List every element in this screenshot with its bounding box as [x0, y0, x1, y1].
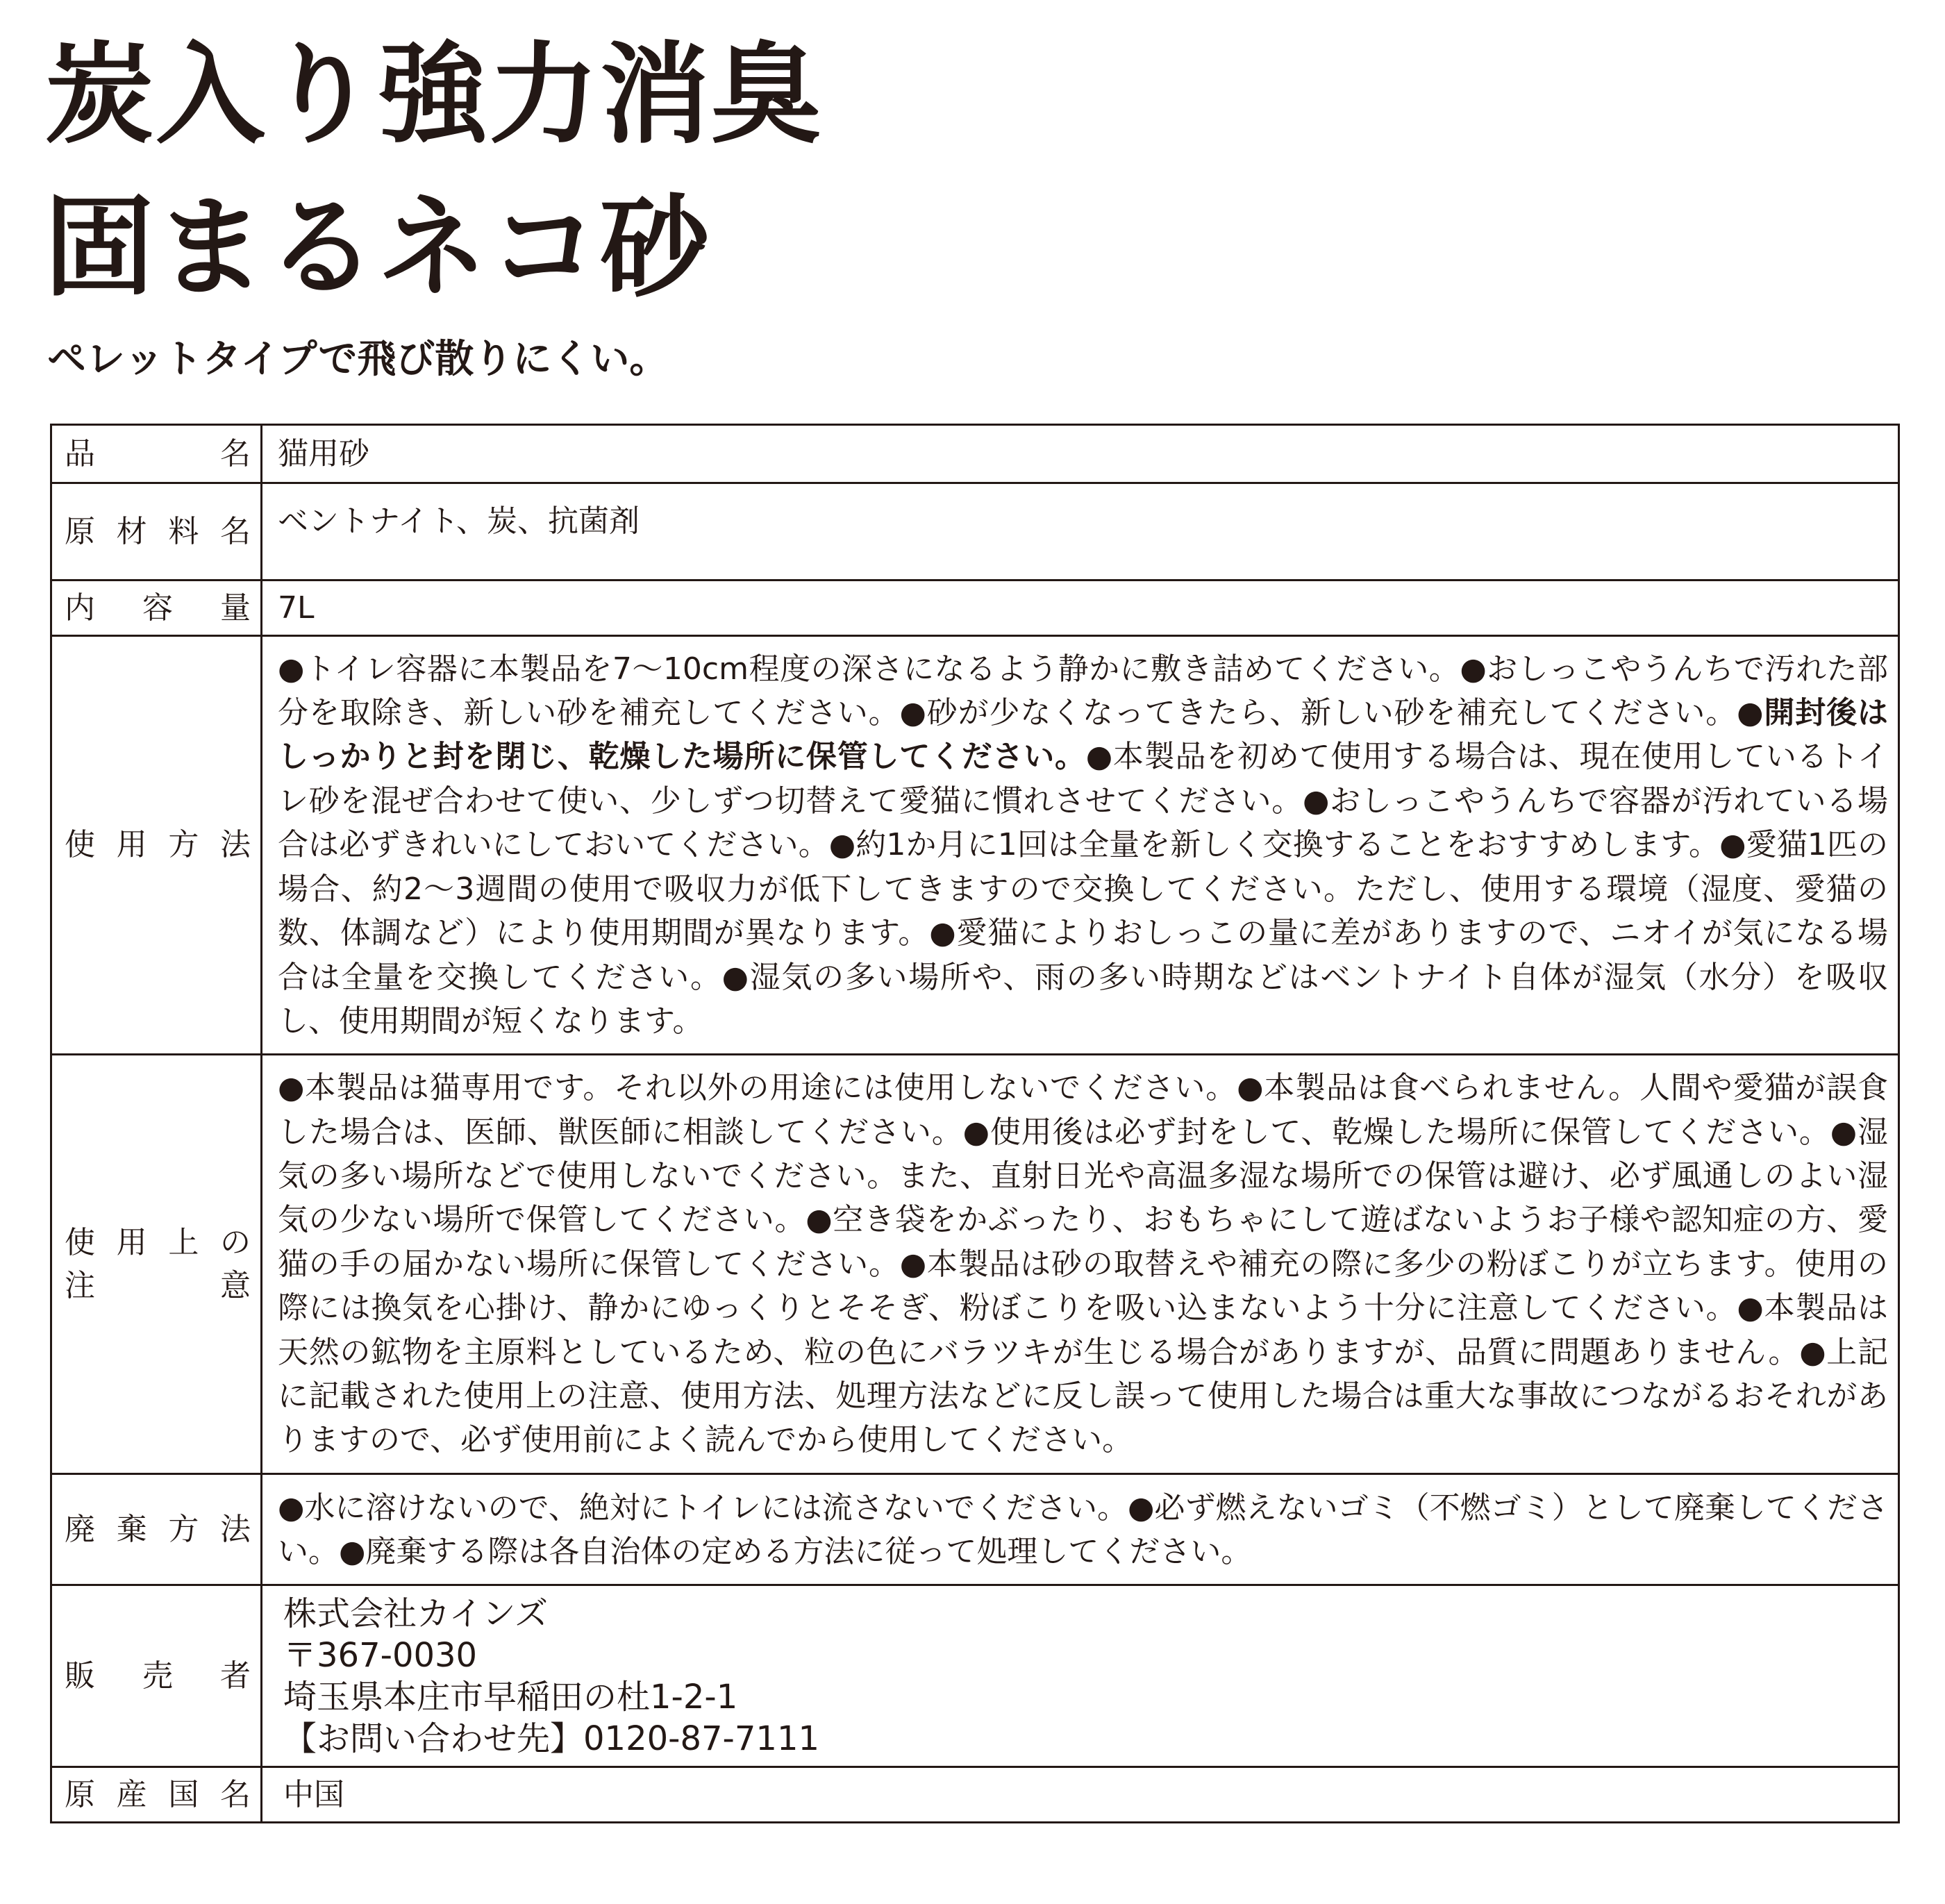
spec-row-seller [51, 1585, 1899, 1767]
spec-label-disposal: 廃棄方法 [51, 1474, 262, 1585]
spec-value-volume: 7L [262, 581, 1899, 636]
spec-label-precautions [51, 1055, 262, 1474]
spec-row-origin [51, 1767, 1899, 1823]
spec-label-precautions-line-2: 注意 [65, 1267, 252, 1303]
spec-value-precautions: ●本製品は猫専用です。それ以外の用途には使用しないでください。●本製品は食べられません。人間や愛猫が誤食した場合は、医師、獣医師に相談してください。●使用後は必ず封をして、乾燥した場所に保管してください。●湿気の多い場所などで使用しないでください。また、直射日光や高温多湿な場所での保管は避け、必ず風通しのよい湿気の少ない場所で保管してください。●空き袋をかぶったり、おもちゃにして遊ばないようお子様や認知症の方、愛猫の手の届かない場所に保管してください。●本製品は砂の取替えや補充の際に多少の粉ぼこりが立ちます。使用の際には換気を心掛け、静かにゆっくりとそそぎ、粉ぼこりを吸い込まないよう十分に注意してください。●本製品は天然の鉱物を主原料としているため、粒の色にバラツキが生じる場合がありますが、品質に問題ありません。●上記に記載された使用上の注意、使用方法、処理方法などに反し誤って使用した場合は重大な事故につながるおそれがありますので、必ず使用前によく読んでから使用してください。 [262, 1055, 1899, 1474]
usage-text-emphasis: 開封後はしっかりと封を閉じ、乾燥した場所に保管してください。 [278, 695, 1888, 775]
spec-label-precautions-line-1: 使用上の [65, 1224, 252, 1260]
seller-company: 株式会社カインズ [283, 1594, 549, 1633]
spec-label-origin: 原産国名 [51, 1767, 262, 1823]
seller-postal-code: 〒367-0030 [283, 1635, 478, 1675]
spec-label-materials: 原材料名 [51, 483, 262, 581]
spec-table [50, 424, 1900, 1823]
spec-row-precautions [51, 1055, 1899, 1474]
seller-contact: 【お問い合わせ先】0120-87-7111 [283, 1719, 820, 1758]
spec-value-product-name: 猫用砂 [262, 425, 1899, 483]
spec-row-disposal [51, 1474, 1899, 1585]
spec-value-seller [262, 1585, 1899, 1767]
spec-label-volume: 内容量 [51, 581, 262, 636]
spec-value-disposal: ●水に溶けないので、絶対にトイレには流さないでください。●必ず燃えないゴミ（不燃ゴミ）として廃棄してください。●廃棄する際は各自治体の定める方法に従って処理してください。 [262, 1474, 1899, 1585]
product-title [44, 31, 822, 346]
seller-address: 埼玉県本庄市早稲田の杜1-2-1 [283, 1677, 738, 1717]
product-title-line-1: 炭入り強力消臭 [44, 31, 822, 159]
spec-label-product-name: 品名 [51, 425, 262, 483]
spec-label-usage: 使用方法 [51, 636, 262, 1055]
usage-text-end: ●本製品を初めて使用する場合は、現在使用しているトイレ砂を混ぜ合わせて使い、少しずつ切替えて愛猫に慣れさせてください。●おしっこやうんちで容器が汚れている場合は必ずきれいにしておいてください。●約1か月に1回は全量を新しく交換することをおすすめします。●愛猫1匹の場合、約2〜3週間の使用で吸収力が低下してきますので交換してください。ただし、使用する環境（湿度、愛猫の数、体調など）により使用期間が異なります。●愛猫によりおしっこの量に差がありますので、ニオイが気になる場合は全量を交換してください。●湿気の多い場所や、雨の多い時期などはベントナイト自体が湿気（水分）を吸収し、使用期間が短くなります。 [278, 739, 1888, 1039]
product-subtitle: ペレットタイプで飛び散りにくい。 [47, 337, 669, 382]
spec-value-usage [262, 636, 1899, 1055]
spec-value-origin: 中国 [262, 1767, 1899, 1823]
spec-row-usage [51, 636, 1899, 1055]
spec-row-product-name [51, 425, 1899, 483]
spec-row-volume [51, 581, 1899, 636]
spec-value-materials: ベントナイト、炭、抗菌剤 [262, 483, 1899, 581]
product-title-line-2: 固まるネコ砂 [44, 184, 711, 312]
spec-label-seller: 販売者 [51, 1585, 262, 1767]
usage-text-start: ●トイレ容器に本製品を7〜10cm程度の深さになるよう静かに敷き詰めてください。●おしっこやうんちで汚れた部分を取除き、新しい砂を補充してください。●砂が少なくなってきたら、新しい砂を補充してください。● [278, 651, 1888, 731]
spec-row-materials [51, 483, 1899, 581]
